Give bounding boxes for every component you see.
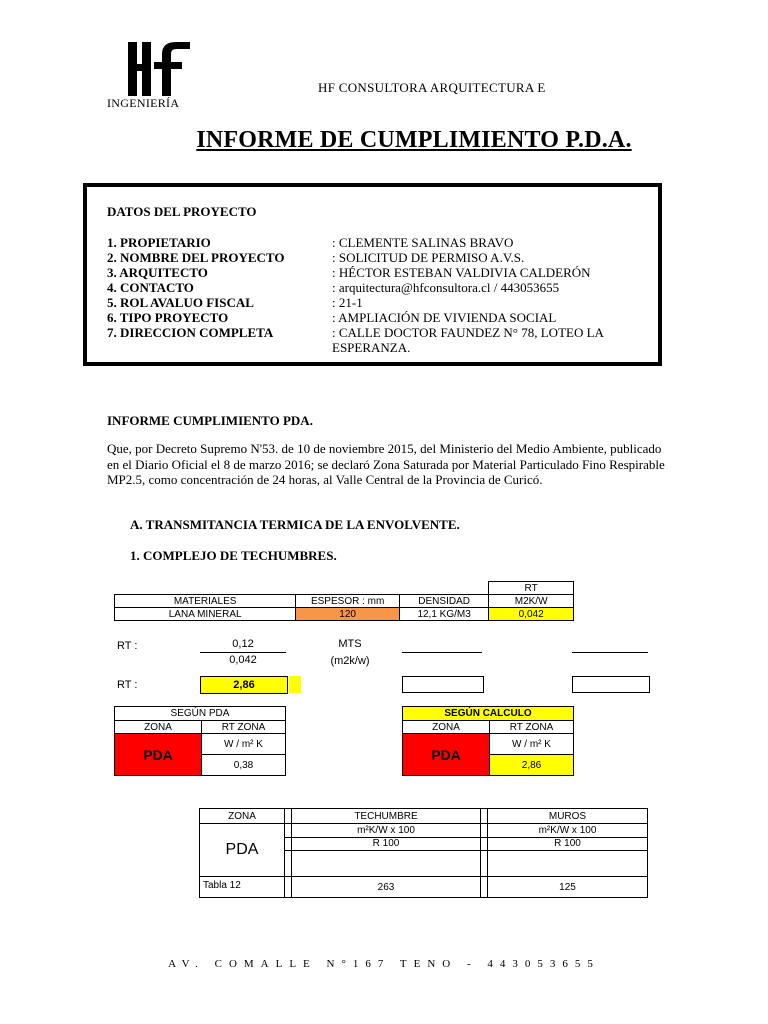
pda-table-title: SEGÚN PDA [115,707,286,721]
blank-line-1 [402,652,482,653]
calc-units: W / m² K [490,734,574,755]
pda-value: 0,38 [202,755,286,776]
col-densidad: DENSIDAD [399,595,488,608]
company-name: HF CONSULTORA ARQUITECTURA E [318,80,546,95]
t12-muros-header: MUROS [488,809,648,824]
blank-box-1 [402,676,484,693]
cell-densidad: 12,1 KG/M3 [399,608,488,621]
calc-zona-header: ZONA [403,721,490,734]
t12-muros-units: m²K/W x 100 [488,824,648,838]
t12-techumbre-r: R 100 [292,837,481,851]
blank-box-2 [572,676,650,693]
pda-rt-header: RT ZONA [202,721,286,734]
cell-material: LANA MINERAL [115,608,296,621]
t12-muros-r: R 100 [488,837,648,851]
section-1-heading: 1. COMPLEJO DE TECHUMBRES. [130,548,337,563]
col-espesor: ESPESOR : mm [296,595,400,608]
footer-address: AV. COMALLE N°167 TENO - 443053655 [168,958,600,970]
project-row-label: 6. TIPO PROYECTO [107,310,229,325]
hf-logo-icon [128,40,194,96]
project-row-value: : arquitectura@hfconsultora.cl / 443053655 [332,280,560,295]
table-12 [199,808,648,898]
table-12-caption: Tabla 12 [203,880,241,891]
blank-line-2 [572,652,648,653]
project-row-label: 7. DIRECCION COMPLETA [107,325,274,340]
calc-value: 2,86 [490,755,574,776]
col-materiales: MATERIALES [115,595,296,608]
t12-techumbre-value: 263 [292,877,481,898]
project-row-label: 3. ARQUITECTO [107,265,208,280]
calc-zona: PDA [403,734,490,776]
t12-techumbre-units: m²K/W x 100 [292,824,481,838]
project-row-label: 2. NOMBRE DEL PROYECTO [107,250,285,265]
rt-label-2: RT : [117,679,138,691]
calc-table [402,706,574,776]
calc-numerator: 0,12 [232,638,254,650]
col-rt-units: M2K/W [489,595,574,608]
calc-denominator: 0,042 [229,654,257,666]
project-row-value: : SOLICITUD DE PERMISO A.V.S. [332,250,525,265]
units-mts: MTS [338,638,362,650]
pda-zona: PDA [115,734,202,776]
calc-table-title: SEGÚN CALCULO [403,707,574,721]
project-row-value: : HÉCTOR ESTEBAN VALDIVIA CALDERÓN [332,265,591,280]
materials-table [114,581,574,621]
t12-muros-value: 125 [488,877,648,898]
t12-zona-header: ZONA [200,809,285,824]
cell-espesor: 120 [296,608,400,621]
report-paragraph: Que, por Decreto Supremo N'53. de 10 de noviembre 2015, del Ministerio del Medio Ambiente, publicado en el Diario Oficial el 8 de marzo 2016; se declaró Zona Saturada por Material Particulado Fino Respirable MP2.5, como concentración de 24 horas, al Valle Central de la Provincia de Curicó. [107,441,665,487]
t12-zona: PDA [200,824,285,877]
units-m2kw: (m2k/w) [330,655,370,667]
pda-units: W / m² K [202,734,286,755]
project-row-label: 5. ROL AVALUO FISCAL [107,295,254,310]
pda-zona-header: ZONA [115,721,202,734]
pda-table [114,706,286,776]
project-row-label: 4. CONTACTO [107,280,194,295]
rt-label-1: RT : [117,640,138,652]
calc-result: 2,86 [200,676,288,694]
calc-rt-header: RT ZONA [490,721,574,734]
project-row-value: : CLEMENTE SALINAS BRAVO [332,235,514,250]
project-row-value: : AMPLIACIÓN DE VIVIENDA SOCIAL [332,310,557,325]
logo-subtext: INGENIERÍA [107,96,180,110]
rt-header: RT [489,582,574,595]
section-a-heading: A. TRANSMITANCIA TERMICA DE LA ENVOLVENTE. [130,517,460,532]
report-heading: INFORME CUMPLIMIENTO PDA. [107,413,313,428]
fraction-line [200,652,286,653]
project-row-value: : CALLE DOCTOR FAUNDEZ N° 78, LOTEO LA ESPERANZA. [332,325,604,355]
project-data-heading: DATOS DEL PROYECTO [107,204,257,219]
yellow-mark [289,676,301,693]
page-title: INFORME DE CUMPLIMIENTO P.D.A. [196,127,632,153]
t12-techumbre-header: TECHUMBRE [292,809,481,824]
project-row-value: : 21-1 [332,295,363,310]
cell-rt: 0,042 [489,608,574,621]
project-row-label: 1. PROPIETARIO [107,235,211,250]
